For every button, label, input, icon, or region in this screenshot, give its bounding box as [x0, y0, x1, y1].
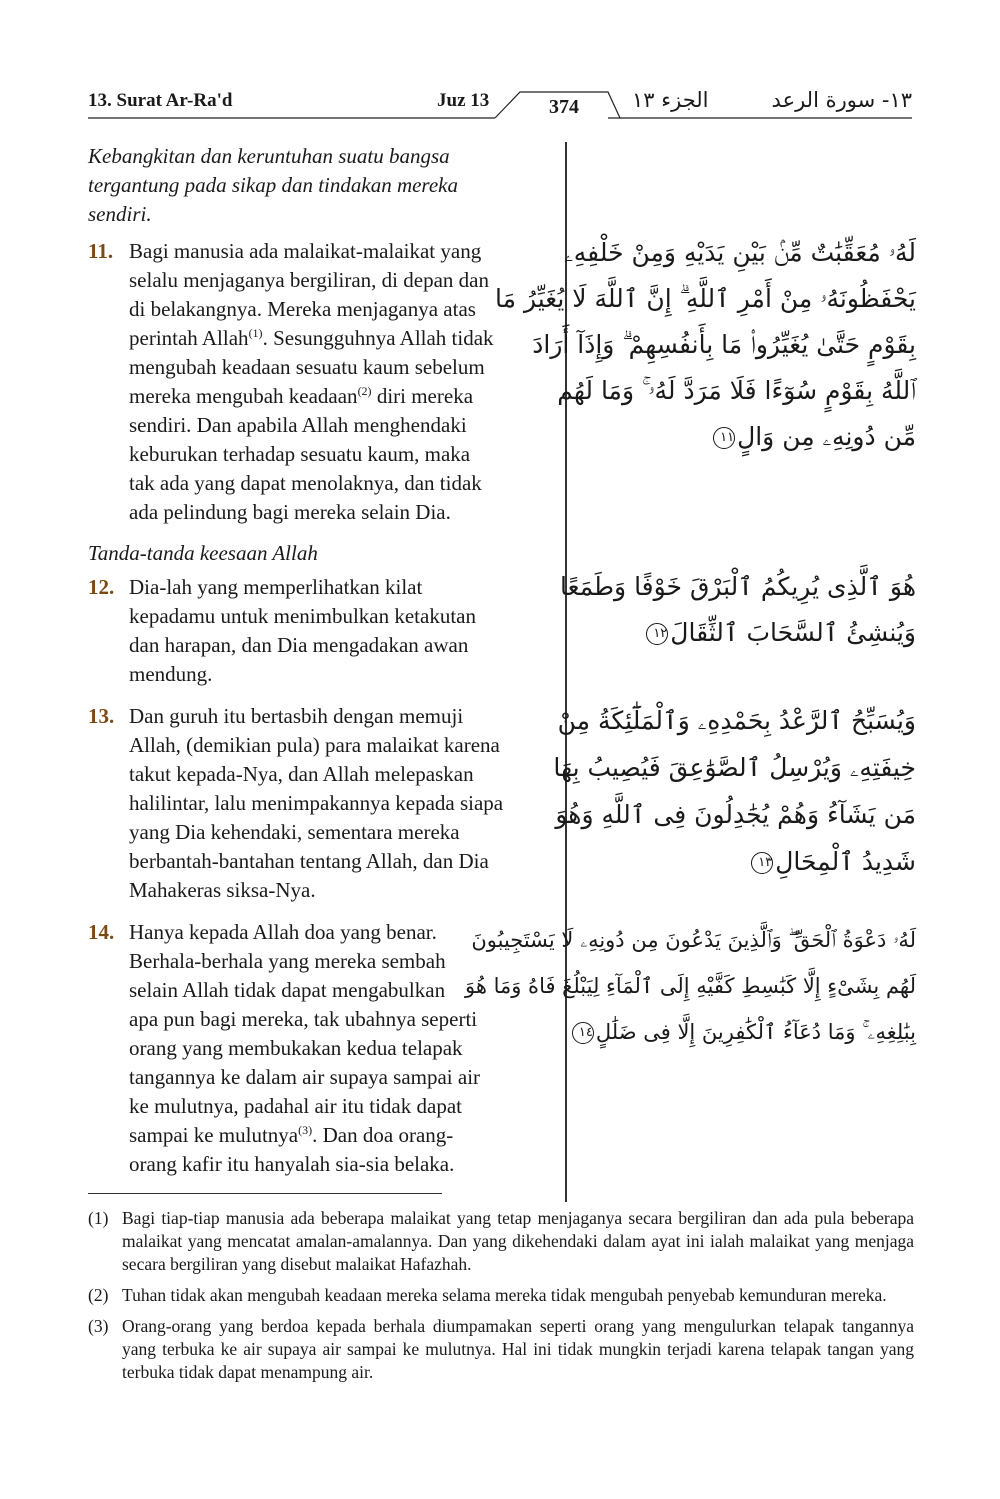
verse-line: Allah, (demikian pula) para malaikat karena [129, 733, 500, 757]
section-heading: Tanda-tanda keesaan Allah [88, 541, 318, 565]
verse-line: berbantah-bantahan tentang Allah, dan Dia [129, 849, 489, 873]
page-header [0, 86, 1000, 126]
verse-line: Dan guruh itu bertasbih dengan memuji [129, 704, 464, 728]
juz-label-latin: Juz 13 [437, 90, 490, 111]
arabic-line: شَدِيدُ ٱلْمِحَالِ١٣ [580, 838, 916, 885]
verse-line: mendung. [129, 662, 213, 686]
footnote-number: (2) [88, 1285, 109, 1305]
verse-line: halilintar, lalu menimpakannya kepada siapa [129, 791, 504, 815]
footnote-separator [88, 1193, 442, 1194]
footnote-1 [88, 1207, 914, 1276]
verse-line: ke mulutnya, padahal air itu tidak dapat [129, 1094, 462, 1118]
verse-number: 11. [88, 239, 114, 263]
surah-title-arabic: ١٣- سورة الرعد [771, 88, 912, 112]
heading-line: sendiri. [88, 202, 152, 226]
verse-line: selain Allah tidak dapat mengabulkan [129, 978, 446, 1002]
translation-column [88, 142, 558, 1179]
footnote-text: Bagi tiap-tiap manusia ada beberapa malaikat yang tetap menjaganya secara bergiliran dan ada pula beberapa malaikat yang mencatat amalan-amalannya. Dan yang dikehendaki dalam ayat ini ialah malaikat yang menjaga secara bergiliran yang disebut malaikat Hafazhah. [122, 1208, 914, 1274]
verse-line: kepadamu untuk menimbulkan ketakutan [129, 604, 476, 628]
verse-11 [88, 237, 558, 527]
footnote-number: (3) [88, 1316, 109, 1336]
verse-line: mereka mengubah keadaan$^{(2)}$ diri mereka [129, 384, 474, 408]
verse-line: sampai ke mulutnya$^{(3)}$. Dan doa orang- [129, 1123, 454, 1147]
verse-line: Mahakeras siksa-Nya. [129, 878, 316, 902]
heading-line: tergantung pada sikap dan tindakan mereka [88, 173, 458, 197]
verse-line: apa pun bagi mereka, tak ubahnya seperti [129, 1007, 478, 1031]
verse-line: selalu menjaganya bergiliran, di depan dan [129, 268, 489, 292]
ayah-12-arabic [560, 564, 916, 656]
verse-line: takut kepada-Nya, dan Allah melepaskan [129, 762, 474, 786]
ayah-11-arabic [495, 230, 916, 460]
verse-line: ada pelindung bagi mereka selain Dia. [129, 500, 451, 524]
verse-number: 13. [88, 704, 115, 728]
verse-number: 12. [88, 575, 115, 599]
arabic-line: مَن يَشَآءُ وَهُمْ يُجَٰدِلُونَ فِى ٱللَّهِ وَهُوَ [555, 800, 916, 829]
ayah-number-marker: ١١ [713, 427, 735, 449]
arabic-line: لَهُم بِشَىْءٍ إِلَّا كَبَٰسِطِ كَفَّيْهِ إِلَى ٱلْمَآءِ لِيَبْلُغَ فَاهُ وَمَا هُوَ [465, 974, 916, 998]
ayah-14-arabic [465, 917, 916, 1055]
footnote-text: Tuhan tidak akan mengubah keadaan mereka selama mereka tidak mengubah penyebab kemunduran mereka. [122, 1285, 887, 1305]
footnote-ref[interactable]: (1) [248, 326, 263, 340]
verse-line: orang kafir itu hanyalah sia-sia belaka. [129, 1152, 455, 1176]
verse-12 [88, 573, 558, 689]
verse-number: 14. [88, 920, 115, 944]
arabic-line: يَحْفَظُونَهُۥ مِنْ أَمْرِ ٱللَّهِ ۗ إِنَّ ٱللَّهَ لَا يُغَيِّرُ مَا [495, 284, 916, 313]
footnote-3 [88, 1315, 914, 1384]
ayah-13-arabic [553, 697, 916, 885]
footnote-ref[interactable]: (2) [357, 384, 372, 398]
verse-line: Berhala-berhala yang mereka sembah [129, 949, 446, 973]
juz-label-arabic: الجزء ١٣ [632, 88, 709, 112]
verse-line: dan harapan, dan Dia mengadakan awan [129, 633, 469, 657]
ayah-number-marker: ١٢ [646, 623, 668, 645]
footnote-number: (1) [88, 1208, 109, 1228]
arabic-line: بِبَٰلِغِهِۦ ۚ وَمَا دُعَآءُ ٱلْكَٰفِرِينَ إِلَّا فِى ضَلَٰلٍ١٤ [580, 1009, 916, 1055]
arabic-line: خِيفَتِهِۦ وَيُرْسِلُ ٱلصَّوَٰعِقَ فَيُصِيبُ بِهَا [553, 753, 916, 782]
footnote-2 [88, 1284, 914, 1307]
arabic-line: لَهُۥ مُعَقِّبَٰتٌ مِّنۢ بَيْنِ يَدَيْهِ وَمِنْ خَلْفِهِۦ [564, 238, 916, 267]
arabic-line: ٱللَّهُ بِقَوْمٍ سُوٓءًا فَلَا مَرَدَّ لَهُۥ ۚ وَمَا لَهُم [557, 376, 916, 405]
verse-13 [88, 702, 558, 905]
arabic-line: مِّن دُونِهِۦ مِن وَالٍ١١ [580, 414, 916, 460]
section-heading [88, 142, 558, 229]
verse-line: orang yang membukakan kedua telapak [129, 1036, 463, 1060]
verse-line: keburukan terhadap sesuatu kaum, maka [129, 442, 471, 466]
ayah-number-marker: ١٣ [751, 852, 773, 874]
verse-line: sendiri. Dan apabila Allah menghendaki [129, 413, 467, 437]
verse-line: perintah Allah$^{(1)}$. Sesungguhnya Allah tidak [129, 326, 494, 350]
arabic-line: لَهُۥ دَعْوَةُ ٱلْحَقِّ ۖ وَٱلَّذِينَ يَدْعُونَ مِن دُونِهِۦ لَا يَسْتَجِيبُونَ [471, 928, 916, 952]
arabic-line: وَيُسَبِّحُ ٱلرَّعْدُ بِحَمْدِهِۦ وَٱلْمَلَٰٓئِكَةُ مِنْ [557, 706, 916, 735]
page-number: 374 [549, 96, 579, 118]
ayah-number-marker: ١٤ [572, 1022, 594, 1044]
surah-title-latin: 13. Surat Ar-Ra'd [88, 90, 233, 111]
verse-line: tangannya ke dalam air supaya sampai air [129, 1065, 481, 1089]
heading-line: Kebangkitan dan keruntuhan suatu bangsa [88, 144, 450, 168]
verse-line: yang Dia kehendaki, sementara mereka [129, 820, 460, 844]
verse-line: di belakangnya. Mereka menjaganya atas [129, 297, 476, 321]
footnotes [88, 1207, 914, 1392]
arabic-line: هُوَ ٱلَّذِى يُرِيكُمُ ٱلْبَرْقَ خَوْفًا وَطَمَعًا [560, 572, 916, 601]
verse-line: mengubah keadaan sesuatu kaum sebelum [129, 355, 485, 379]
verse-line: Hanya kepada Allah doa yang benar. [129, 920, 437, 944]
verse-line: Bagi manusia ada malaikat-malaikat yang [129, 239, 482, 263]
verse-line: tak ada yang dapat menolaknya, dan tidak [129, 471, 482, 495]
footnote-ref[interactable]: (3) [298, 1123, 313, 1137]
arabic-line: بِقَوْمٍ حَتَّىٰ يُغَيِّرُوا۟ مَا بِأَنفُسِهِمْ ۗ وَإِذَآ أَرَادَ [532, 330, 916, 359]
arabic-line: وَيُنشِئُ ٱلسَّحَابَ ٱلثِّقَالَ١٢ [580, 610, 916, 656]
footnote-text: Orang-orang yang berdoa kepada berhala diumpamakan seperti orang yang mengulurkan telapak tangannya yang terbuka ke air supaya air sampai ke mulutnya. Hal ini tidak mungkin terjadi karena telapak tangan yang terbuka tidak dapat menampung air. [122, 1316, 914, 1382]
verse-line: Dia-lah yang memperlihatkan kilat [129, 575, 423, 599]
